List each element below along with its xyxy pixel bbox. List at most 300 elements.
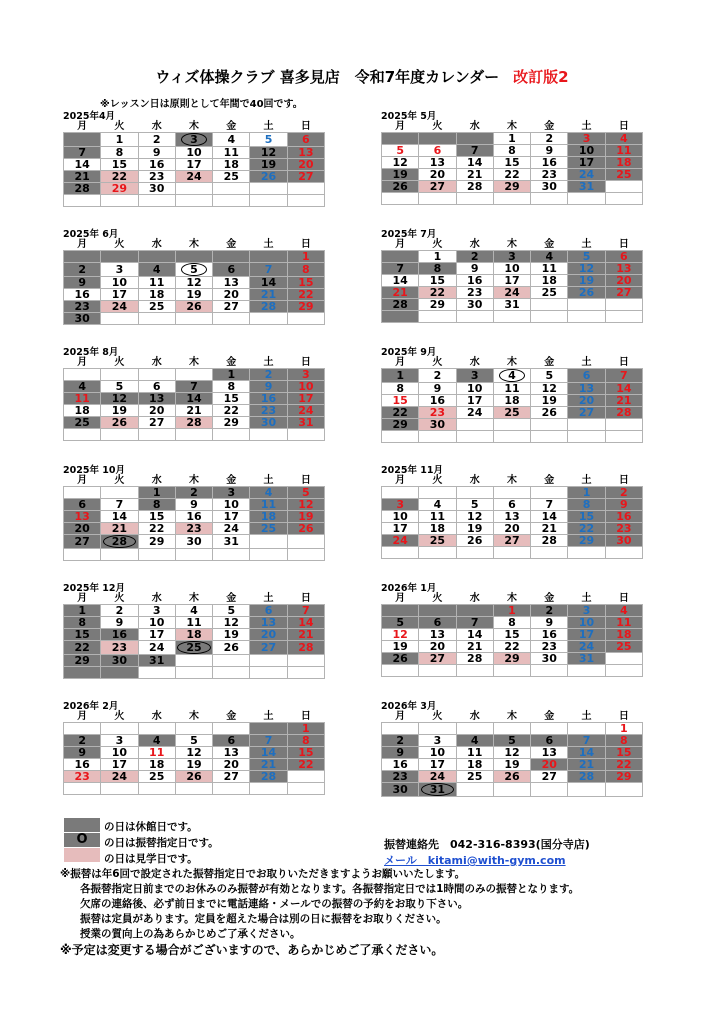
day-cell: 1 (605, 723, 642, 735)
weekday-label: 火 (114, 475, 125, 486)
week-row (382, 641, 643, 653)
day-cell: 30 (382, 783, 419, 797)
contact-email-link[interactable]: メール kitami@with-gym.com (384, 854, 566, 867)
weekday-label: 月 (77, 121, 88, 132)
day-cell: 26 (456, 535, 493, 547)
month-title: 2025年 11月 (381, 465, 443, 476)
week-row (64, 277, 325, 289)
day-cell: 9 (101, 617, 138, 629)
day-cell (456, 487, 493, 499)
day-cell: 5 (101, 381, 138, 393)
weekday-label: 日 (300, 239, 311, 250)
day-cell (213, 195, 250, 207)
month-calendar (63, 111, 325, 207)
week-row (382, 487, 643, 499)
day-cell: 15 (605, 747, 642, 759)
day-cell: 22 (101, 171, 138, 183)
day-cell (175, 723, 212, 735)
day-cell: 6 (64, 499, 101, 511)
week-row (64, 183, 325, 195)
day-cell: 8 (138, 499, 175, 511)
day-cell (419, 133, 456, 145)
day-cell (456, 665, 493, 677)
week-row (64, 133, 325, 147)
day-cell: 31 (568, 181, 605, 193)
day-cell (101, 487, 138, 499)
day-cell: 13 (213, 747, 250, 759)
day-cell (64, 251, 101, 263)
day-cell: 19 (101, 405, 138, 417)
day-cell: 21 (175, 405, 212, 417)
day-cell: 15 (419, 275, 456, 287)
day-cell: 19 (456, 523, 493, 535)
day-cell: 10 (101, 277, 138, 289)
day-cell: 25 (605, 641, 642, 653)
day-cell: 2 (64, 735, 101, 747)
week-row (382, 523, 643, 535)
day-cell: 24 (138, 641, 175, 655)
day-cell: 29 (382, 419, 419, 431)
weekday-label: 木 (506, 593, 517, 604)
day-cell (101, 667, 138, 679)
day-cell: 29 (213, 417, 250, 429)
month-table (381, 358, 643, 443)
weekday-header (382, 122, 643, 133)
day-cell: 13 (568, 383, 605, 395)
day-cell: 18 (138, 759, 175, 771)
weekday-label: 月 (395, 121, 406, 132)
day-cell (531, 487, 568, 499)
title-revision: 改訂版2 (513, 68, 569, 86)
day-cell: 11 (250, 499, 287, 511)
day-cell: 12 (382, 157, 419, 169)
legend-makeup-text: の日は振替指定日です。 (104, 837, 219, 849)
weekday-label: 水 (151, 593, 162, 604)
day-cell: 9 (175, 499, 212, 511)
weekday-label: 水 (151, 239, 162, 250)
day-cell (419, 547, 456, 559)
day-cell: 7 (101, 499, 138, 511)
day-cell (419, 311, 456, 323)
weekday-label: 火 (114, 239, 125, 250)
day-cell (64, 783, 101, 795)
day-cell: 18 (419, 523, 456, 535)
day-cell: 6 (531, 735, 568, 747)
weekday-label: 木 (506, 121, 517, 132)
day-cell: 26 (382, 653, 419, 665)
week-row (64, 301, 325, 313)
day-cell: 2 (64, 263, 101, 277)
day-cell: 10 (493, 263, 530, 275)
weekday-header (382, 476, 643, 487)
week-row (382, 419, 643, 431)
day-cell (456, 431, 493, 443)
makeup-day-circle: 28 (103, 535, 136, 548)
day-cell: 30 (250, 417, 287, 429)
weekday-label: 火 (432, 475, 443, 486)
day-cell: 3 (287, 369, 324, 381)
contact-label: 振替連絡先 (384, 838, 439, 851)
weekday-label: 月 (77, 475, 88, 486)
week-row (382, 653, 643, 665)
weekday-label: 木 (188, 711, 199, 722)
day-cell: 18 (493, 395, 530, 407)
day-cell: 27 (138, 417, 175, 429)
day-cell: 17 (568, 157, 605, 169)
day-cell: 25 (138, 771, 175, 783)
legend-visit-text: の日は見学日です。 (104, 853, 198, 865)
makeup-circle-icon: O (76, 832, 88, 847)
week-row (382, 407, 643, 419)
day-cell: 16 (138, 159, 175, 171)
week-row (382, 747, 643, 759)
day-cell: 25 (64, 417, 101, 429)
month-calendar (63, 465, 325, 561)
day-cell: 9 (64, 277, 101, 289)
day-cell: 26 (287, 523, 324, 535)
day-cell: 12 (213, 617, 250, 629)
day-cell: 22 (64, 641, 101, 655)
day-cell: 26 (213, 641, 250, 655)
day-cell: 1 (419, 251, 456, 263)
day-cell (287, 783, 324, 795)
weekday-label: 水 (151, 711, 162, 722)
day-cell: 14 (287, 617, 324, 629)
day-cell: 19 (287, 511, 324, 523)
day-cell: 14 (175, 393, 212, 405)
day-cell: 22 (493, 169, 530, 181)
weekday-label: 月 (77, 711, 88, 722)
weekday-label: 土 (581, 121, 592, 132)
week-row (382, 431, 643, 443)
week-row (64, 617, 325, 629)
day-cell (175, 369, 212, 381)
day-cell: 2 (419, 369, 456, 383)
day-cell: 16 (531, 157, 568, 169)
day-cell: 20 (493, 523, 530, 535)
week-row (64, 655, 325, 667)
month-table (381, 476, 643, 559)
day-cell (382, 311, 419, 323)
day-cell: 10 (138, 617, 175, 629)
day-cell: 4 (419, 499, 456, 511)
week-row (64, 549, 325, 561)
day-cell (456, 723, 493, 735)
day-cell (175, 313, 212, 325)
day-cell: 23 (531, 641, 568, 653)
day-cell (64, 195, 101, 207)
day-cell: 4 (531, 251, 568, 263)
week-row (64, 405, 325, 417)
day-cell: 12 (568, 263, 605, 275)
day-cell: 22 (419, 287, 456, 299)
day-cell (250, 723, 287, 735)
day-cell (568, 783, 605, 797)
weekday-label: 月 (395, 593, 406, 604)
weekday-label: 月 (77, 357, 88, 368)
day-cell: 4 (250, 487, 287, 499)
day-cell: 7 (250, 735, 287, 747)
day-cell (101, 723, 138, 735)
weekday-label: 月 (395, 357, 406, 368)
day-cell: 6 (419, 145, 456, 157)
week-row (382, 311, 643, 323)
week-row (382, 263, 643, 275)
day-cell: 1 (287, 723, 324, 735)
day-cell: 21 (531, 523, 568, 535)
day-cell: 8 (101, 147, 138, 159)
day-cell: 9 (138, 147, 175, 159)
day-cell: 24 (287, 405, 324, 417)
day-cell: 25 (531, 287, 568, 299)
day-cell: 20 (138, 405, 175, 417)
month-calendar (381, 701, 643, 797)
day-cell (382, 487, 419, 499)
day-cell: 7 (287, 605, 324, 617)
day-cell: 5 (456, 499, 493, 511)
day-cell: 24 (175, 171, 212, 183)
day-cell: 6 (213, 735, 250, 747)
day-cell: 24 (568, 641, 605, 653)
makeup-day-circle: 25 (177, 641, 210, 654)
day-cell: 8 (493, 617, 530, 629)
weekday-header (64, 476, 325, 487)
day-cell (605, 193, 642, 205)
day-cell: 21 (456, 641, 493, 653)
day-cell (213, 183, 250, 195)
day-cell: 16 (250, 393, 287, 405)
day-cell (101, 313, 138, 325)
day-cell (382, 723, 419, 735)
day-cell (456, 547, 493, 559)
month-title: 2025年 5月 (381, 111, 437, 122)
day-cell: 27 (568, 407, 605, 419)
day-cell (568, 193, 605, 205)
weekday-label: 金 (544, 239, 555, 250)
day-cell: 24 (493, 287, 530, 299)
day-cell: 13 (138, 393, 175, 405)
day-cell: 31 (213, 535, 250, 549)
day-cell (101, 369, 138, 381)
day-cell: 11 (64, 393, 101, 405)
day-cell: 6 (493, 499, 530, 511)
day-cell: 6 (605, 251, 642, 263)
week-row (382, 169, 643, 181)
day-cell: 6 (419, 617, 456, 629)
day-cell: 14 (568, 747, 605, 759)
day-cell: 27 (605, 287, 642, 299)
day-cell (138, 313, 175, 325)
day-cell: 3 (101, 263, 138, 277)
day-cell: 21 (568, 759, 605, 771)
day-cell: 29 (138, 535, 175, 549)
day-cell (213, 655, 250, 667)
month-title: 2025年 10月 (63, 465, 125, 476)
week-row (64, 381, 325, 393)
day-cell: 15 (493, 157, 530, 169)
weekday-label: 金 (226, 475, 237, 486)
month-table (381, 712, 643, 797)
day-cell: 12 (531, 383, 568, 395)
day-cell: 27 (287, 171, 324, 183)
day-cell: 25 (456, 771, 493, 783)
week-row (382, 193, 643, 205)
day-cell (287, 183, 324, 195)
day-cell: 29 (64, 655, 101, 667)
day-cell: 22 (605, 759, 642, 771)
day-cell (175, 263, 212, 277)
day-cell: 2 (250, 369, 287, 381)
weekday-label: 火 (432, 239, 443, 250)
day-cell: 16 (64, 759, 101, 771)
weekday-label: 木 (188, 239, 199, 250)
day-cell: 16 (605, 511, 642, 523)
day-cell (138, 251, 175, 263)
day-cell: 1 (493, 605, 530, 617)
week-row (382, 251, 643, 263)
day-cell: 3 (213, 487, 250, 499)
day-cell: 23 (175, 523, 212, 535)
weekday-header (64, 594, 325, 605)
day-cell: 5 (382, 145, 419, 157)
day-cell: 4 (456, 735, 493, 747)
makeup-day-circle: 5 (181, 263, 207, 276)
week-row (64, 263, 325, 277)
day-cell: 9 (64, 747, 101, 759)
note-6: ※予定は変更する場合がございますので、あらかじめご了承ください。 (60, 943, 444, 957)
day-cell: 3 (138, 605, 175, 617)
day-cell (64, 369, 101, 381)
day-cell (456, 133, 493, 145)
week-row (382, 511, 643, 523)
day-cell: 18 (250, 511, 287, 523)
day-cell: 8 (605, 735, 642, 747)
day-cell: 4 (138, 263, 175, 277)
day-cell: 7 (64, 147, 101, 159)
day-cell: 9 (456, 263, 493, 275)
day-cell: 30 (64, 313, 101, 325)
day-cell: 18 (138, 289, 175, 301)
day-cell (493, 419, 530, 431)
day-cell: 9 (605, 499, 642, 511)
day-cell (382, 133, 419, 145)
day-cell: 15 (493, 629, 530, 641)
weekday-label: 日 (618, 475, 629, 486)
day-cell: 26 (531, 407, 568, 419)
month-table (63, 712, 325, 795)
week-row (382, 535, 643, 547)
day-cell: 26 (568, 287, 605, 299)
day-cell: 2 (531, 133, 568, 145)
day-cell: 20 (605, 275, 642, 287)
weekday-label: 土 (581, 239, 592, 250)
day-cell: 17 (101, 759, 138, 771)
day-cell (456, 193, 493, 205)
day-cell: 8 (213, 381, 250, 393)
day-cell (531, 547, 568, 559)
day-cell: 26 (175, 301, 212, 313)
weekday-label: 土 (263, 475, 274, 486)
legend-closed-swatch (64, 818, 100, 832)
weekday-label: 水 (469, 593, 480, 604)
weekday-label: 火 (114, 593, 125, 604)
weekday-label: 日 (300, 475, 311, 486)
week-row (64, 783, 325, 795)
weekday-label: 水 (469, 239, 480, 250)
month-title: 2025年 9月 (381, 347, 437, 358)
day-cell: 29 (568, 535, 605, 547)
day-cell: 7 (250, 263, 287, 277)
day-cell: 20 (568, 395, 605, 407)
day-cell (213, 549, 250, 561)
day-cell (605, 783, 642, 797)
day-cell: 26 (250, 171, 287, 183)
day-cell: 31 (568, 653, 605, 665)
page-title (0, 66, 724, 87)
day-cell: 7 (531, 499, 568, 511)
makeup-day-circle: 4 (499, 369, 525, 382)
legend-visit-swatch (64, 848, 100, 862)
week-row (64, 535, 325, 549)
day-cell (175, 783, 212, 795)
day-cell: 22 (287, 759, 324, 771)
title-main: ウィズ体操クラブ 喜多見店 令和7年度カレンダー (155, 68, 500, 86)
month-title: 2026年 3月 (381, 701, 437, 712)
day-cell: 16 (419, 395, 456, 407)
day-cell: 17 (493, 275, 530, 287)
day-cell: 22 (382, 407, 419, 419)
day-cell: 23 (531, 169, 568, 181)
month-table (63, 476, 325, 561)
week-row (64, 369, 325, 381)
week-row (382, 181, 643, 193)
day-cell (250, 667, 287, 679)
day-cell (419, 487, 456, 499)
day-cell (138, 195, 175, 207)
day-cell: 12 (175, 747, 212, 759)
day-cell: 29 (101, 183, 138, 195)
weekday-header (64, 712, 325, 723)
day-cell: 21 (250, 289, 287, 301)
month-title: 2025年 8月 (63, 347, 119, 358)
day-cell: 15 (568, 511, 605, 523)
day-cell: 5 (531, 369, 568, 383)
day-cell: 3 (101, 735, 138, 747)
day-cell: 20 (250, 629, 287, 641)
weekday-label: 金 (544, 121, 555, 132)
day-cell (138, 549, 175, 561)
day-cell (250, 655, 287, 667)
week-row (382, 605, 643, 617)
day-cell: 27 (250, 641, 287, 655)
day-cell: 11 (531, 263, 568, 275)
weekday-label: 日 (300, 593, 311, 604)
contact-phone: 042-316-8393(国分寺店) (450, 838, 590, 851)
day-cell: 30 (456, 299, 493, 311)
day-cell: 14 (101, 511, 138, 523)
day-cell (175, 549, 212, 561)
day-cell (419, 605, 456, 617)
weekday-header (382, 240, 643, 251)
day-cell: 23 (138, 171, 175, 183)
day-cell (250, 195, 287, 207)
day-cell: 14 (531, 511, 568, 523)
day-cell: 30 (531, 181, 568, 193)
weekday-label: 木 (506, 239, 517, 250)
day-cell: 16 (64, 289, 101, 301)
weekday-label: 日 (300, 121, 311, 132)
day-cell: 30 (531, 653, 568, 665)
